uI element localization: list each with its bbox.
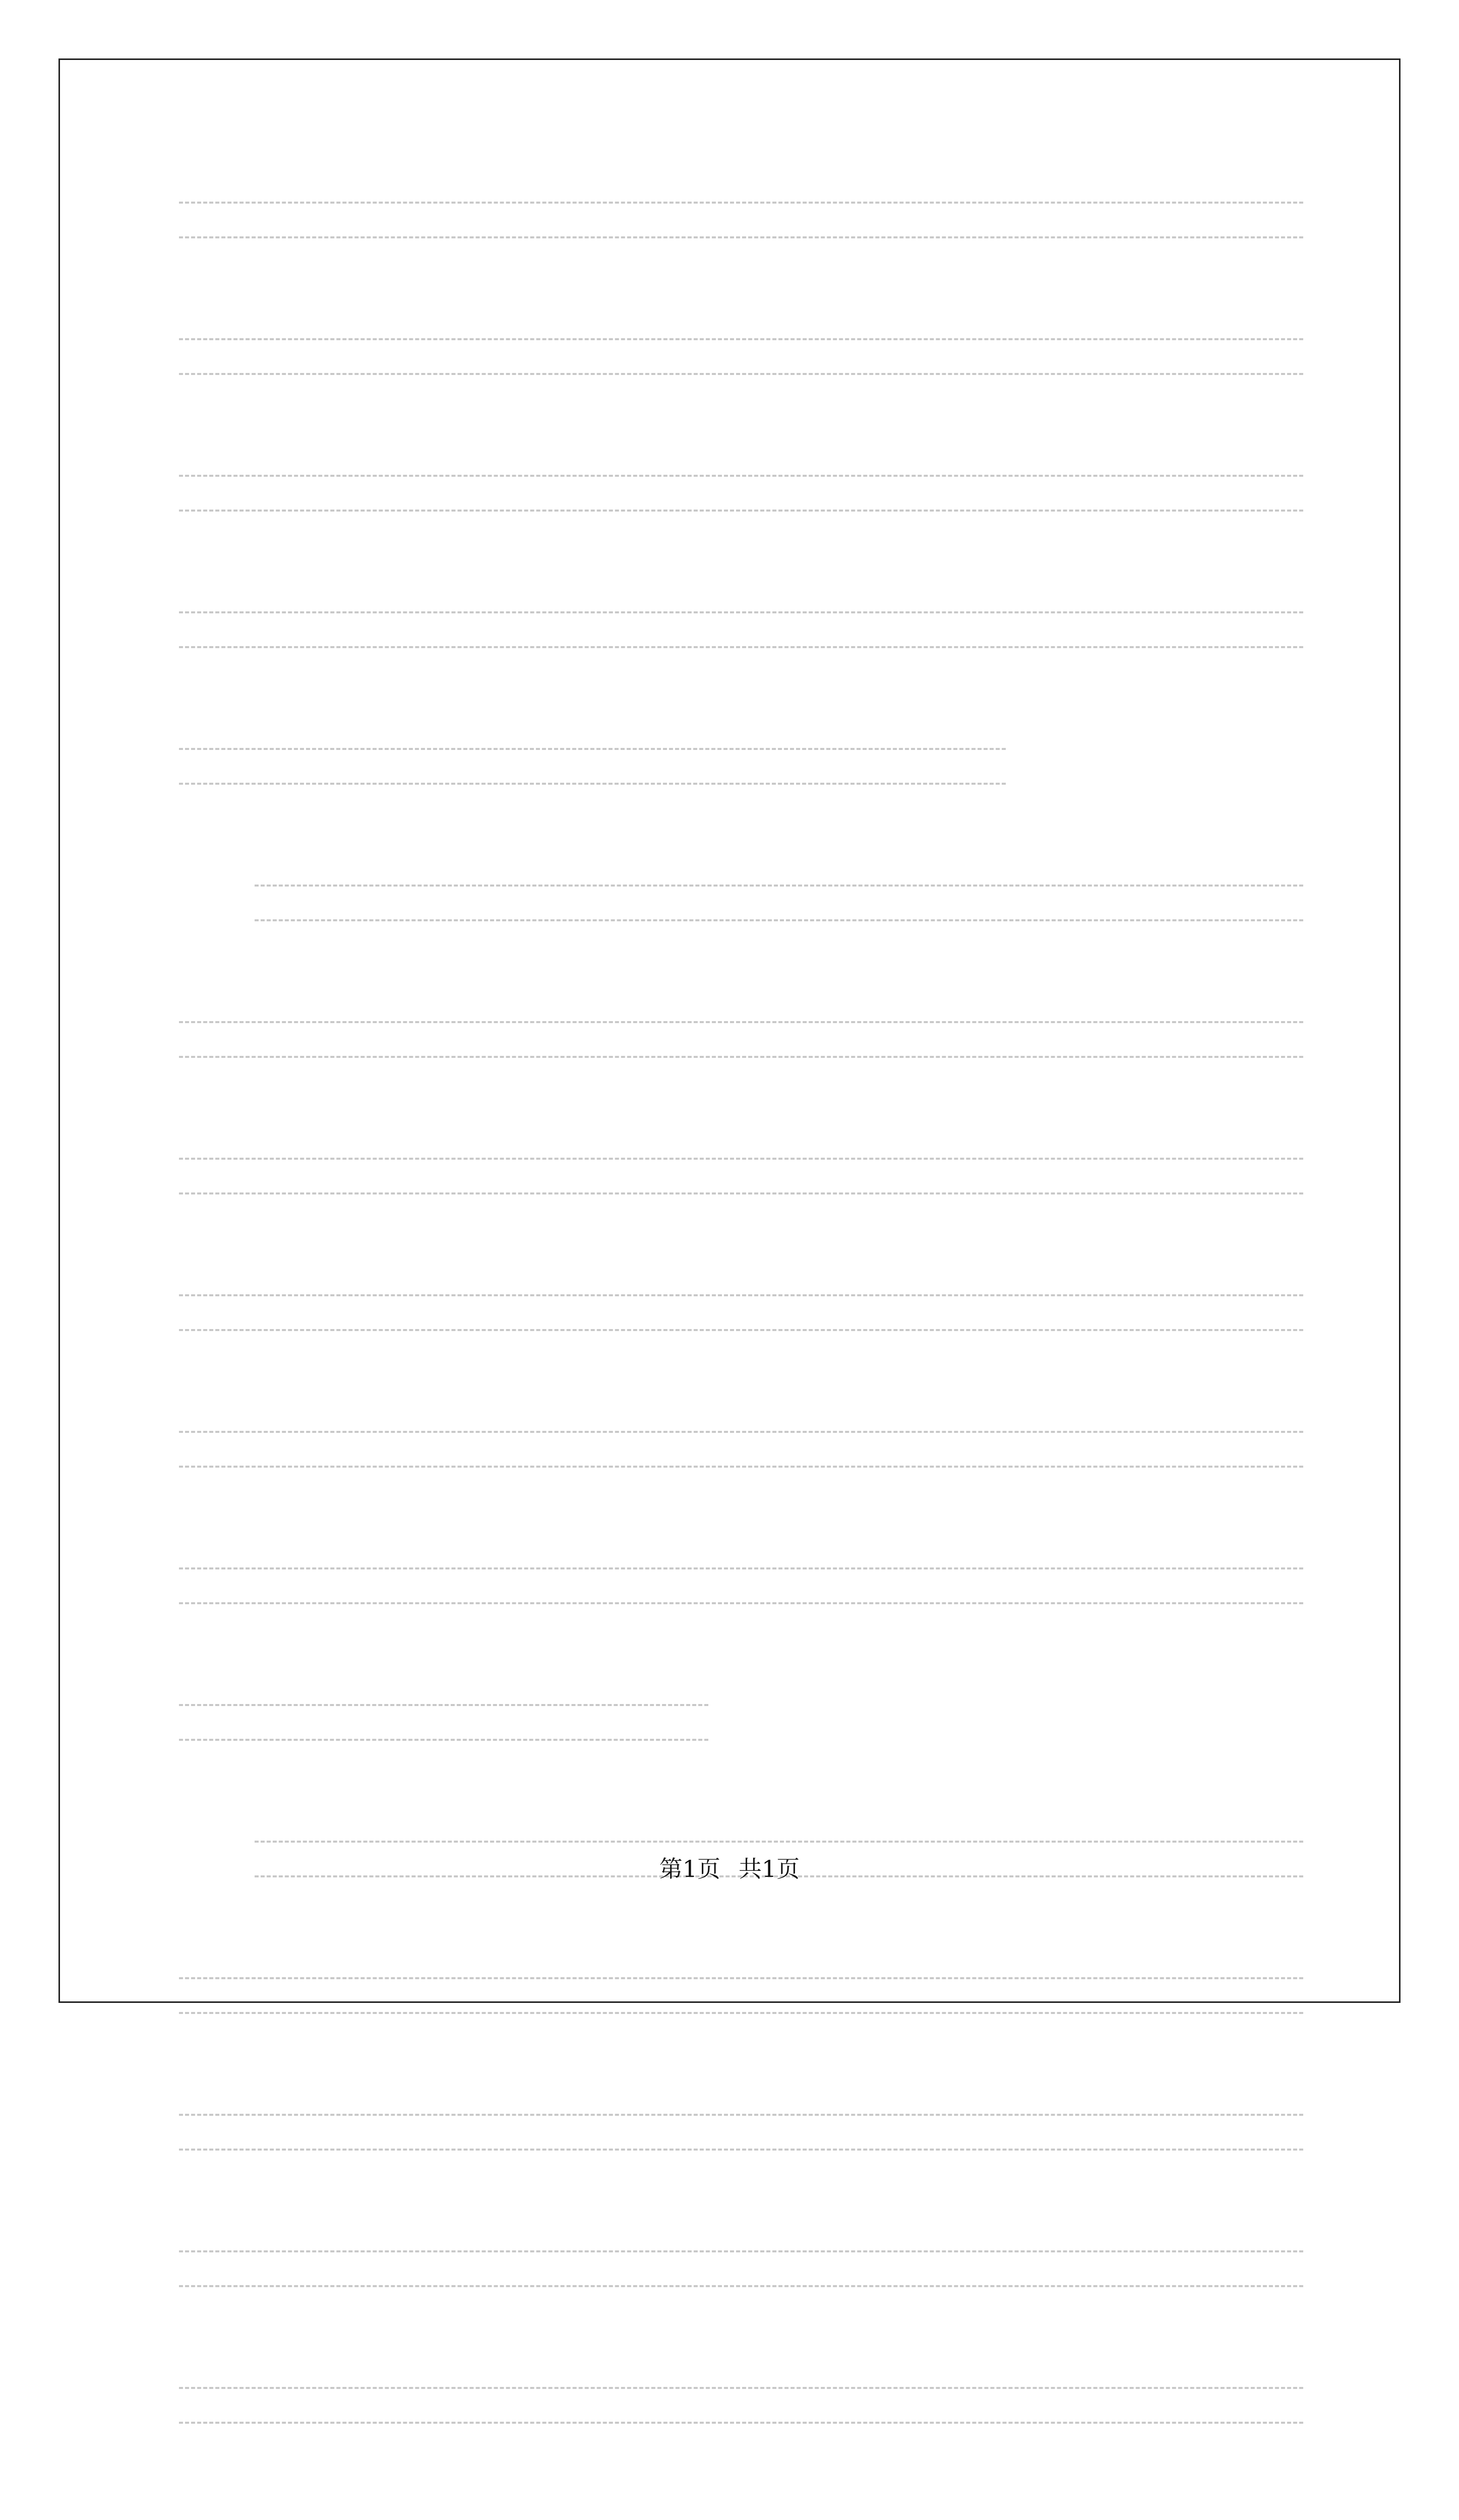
unreadable-line [179, 748, 1006, 785]
unreadable-line [255, 885, 1303, 921]
unreadable-line [179, 1294, 1303, 1331]
page-number: 第1页 [659, 1855, 720, 1882]
unreadable-line [179, 475, 1303, 512]
unreadable-line [179, 202, 1303, 238]
page-total: 共1页 [739, 1855, 800, 1882]
unreadable-line [179, 1021, 1303, 1058]
page-footer [0, 1855, 1459, 1883]
unreadable-line [179, 1158, 1303, 1194]
unreadable-line [179, 2250, 1303, 2287]
unreadable-line [179, 1704, 708, 1741]
unreadable-line [179, 1431, 1303, 1468]
unreadable-line [179, 611, 1303, 648]
unreadable-line [179, 338, 1303, 375]
unreadable-line [179, 2114, 1303, 2151]
body-text-placeholder [179, 202, 1303, 2520]
unreadable-line [179, 1977, 1303, 2014]
unreadable-line [179, 2387, 1303, 2424]
unreadable-line [179, 1567, 1303, 1604]
